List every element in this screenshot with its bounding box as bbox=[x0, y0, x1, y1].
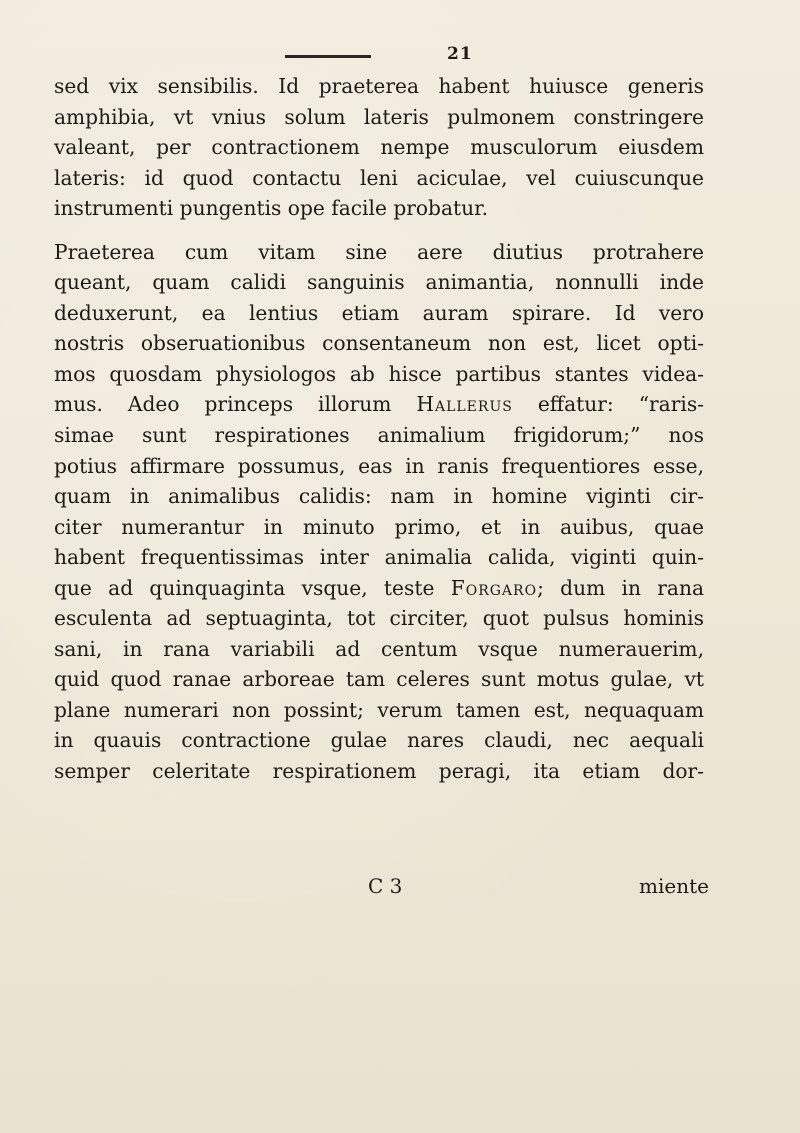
text-line: citer numerantur in minuto primo, et in auibus, quae bbox=[54, 514, 704, 539]
text-segment: que ad quinquaginta vsque, teste bbox=[54, 575, 435, 600]
text-line: quam in animalibus calidis: nam in homine viginti cir- bbox=[54, 484, 704, 509]
signature-mark: C 3 bbox=[368, 874, 403, 898]
text-line: Praeterea cum vitam sine aere diutius protrahere bbox=[54, 239, 704, 264]
text-line: plane numerari non possint; verum tamen est, nequaquam bbox=[54, 697, 704, 722]
text-line-forgaro bbox=[54, 573, 704, 604]
body-text bbox=[54, 71, 704, 787]
text-segment: mus. Adeo princeps illorum bbox=[54, 392, 392, 417]
text-line: queant, quam calidi sanguinis animantia, nonnulli inde bbox=[54, 270, 704, 295]
text-line: lateris: id quod contactu leni aciculae, vel cuiuscunque bbox=[54, 165, 704, 190]
text-line: sed vix sensibilis. Id praeterea habent huiusce generis bbox=[54, 74, 704, 98]
text-line: in quauis contractione gulae nares claudi, nec aequali bbox=[54, 728, 704, 753]
header-rule bbox=[285, 55, 371, 58]
text-line: sani, in rana variabili ad centum vsque numerauerim, bbox=[54, 636, 704, 661]
paragraph-gap bbox=[54, 224, 704, 237]
text-line: deduxerunt, ea lentius etiam auram spirare. Id vero bbox=[54, 300, 704, 325]
catchword: miente bbox=[639, 874, 709, 898]
author-name-forgaro: Forgaro bbox=[450, 575, 538, 600]
text-segment: ; dum in rana bbox=[537, 575, 704, 600]
text-line: habent frequentissimas inter animalia calida, viginti quin- bbox=[54, 545, 704, 570]
text-line: semper celeritate respirationem peragi, ita etiam dor- bbox=[54, 759, 704, 784]
text-line: amphibia, vt vnius solum lateris pulmonem constringere bbox=[54, 104, 704, 129]
text-line: simae sunt respirationes animalium frigidorum;” nos bbox=[54, 423, 704, 448]
text-segment: effatur: “raris- bbox=[512, 392, 704, 417]
text-line-halleri bbox=[54, 389, 704, 420]
text-line: quid quod ranae arboreae tam celeres sunt motus gulae, vt bbox=[54, 667, 704, 692]
text-line: mos quosdam physiologos ab hisce partibus stantes videa- bbox=[54, 361, 704, 386]
text-line: valeant, per contractionem nempe musculorum eiusdem bbox=[54, 135, 704, 160]
author-name-hallerus: Hallerus bbox=[416, 392, 513, 417]
text-line: potius affirmare possumus, eas in ranis frequentiores esse, bbox=[54, 453, 704, 478]
page-footer bbox=[0, 874, 800, 904]
text-line: nostris obseruationibus consentaneum non est, licet opti- bbox=[54, 331, 704, 356]
text-line: esculenta ad septuaginta, tot circiter, quot pulsus hominis bbox=[54, 606, 704, 631]
page-number: 21 bbox=[447, 44, 473, 64]
text-line: instrumenti pungentis ope facile probatur. bbox=[54, 196, 488, 221]
